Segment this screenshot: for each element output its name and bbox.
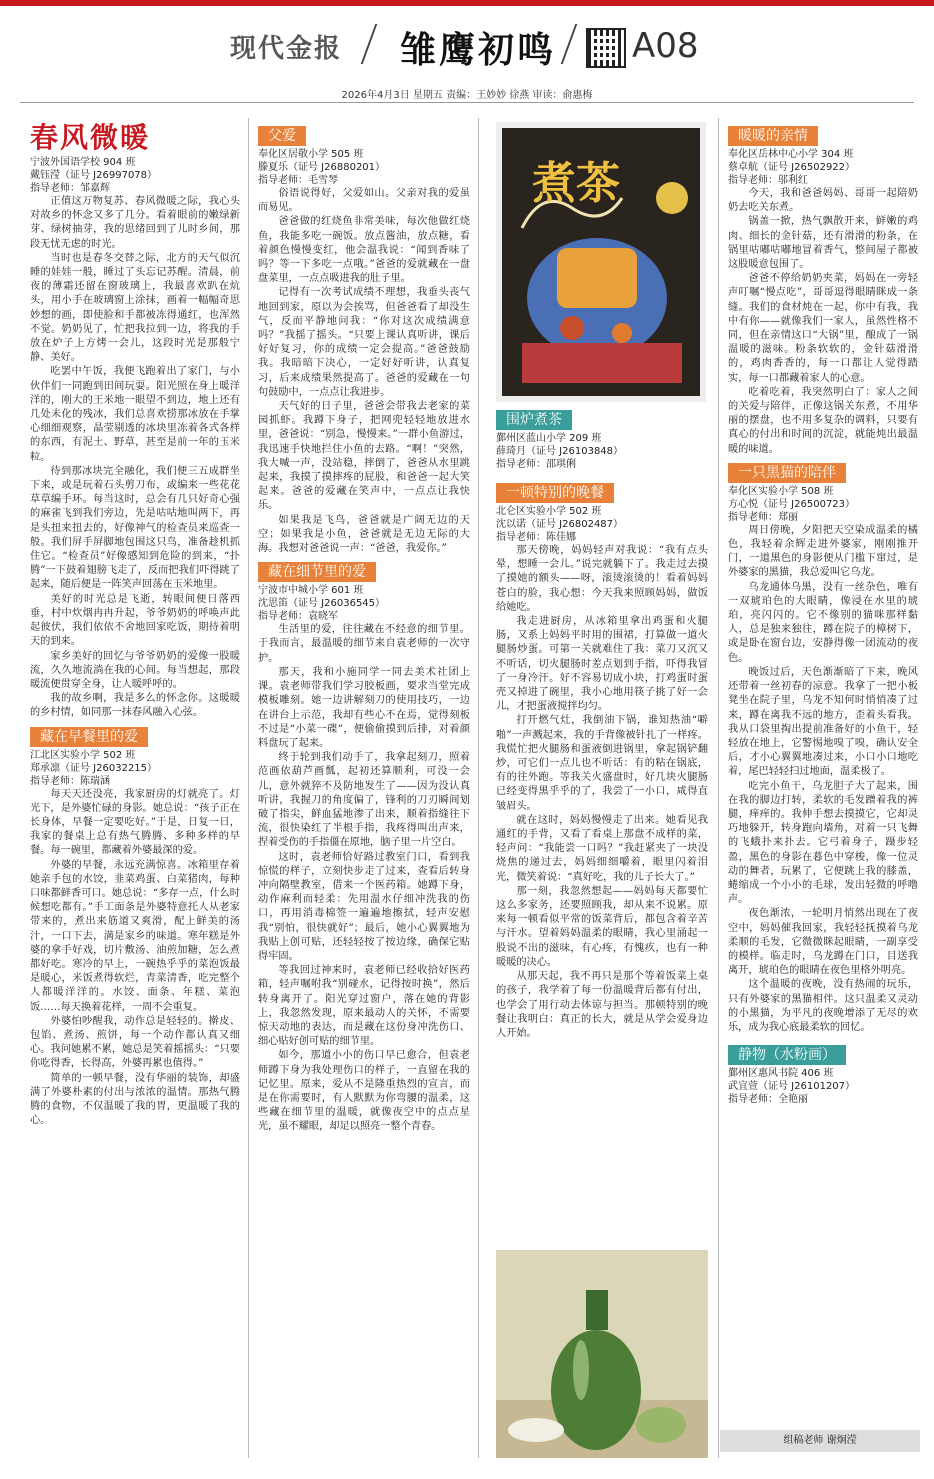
author: 蔡卓航（证号 J26502922） — [728, 162, 856, 173]
paragraph: 待到那冰块完全融化，我们便三五成群坐下来，或是玩着石头剪刀布，或编来一些花花草草编手环。每当这时，总会有几只好奇心强的麻雀飞到我们旁边，先是咕咕地叫两下，再是头扭来扭去的，好像神气的检查员来巡查一般。我们屏手屏脚地包围这只鸟，准备趁机抓住它。“检查员”好像感知到危险的到来，“扑腾”一下鼓着翅膀飞走了，反而把我们吓得跳了起来，随后便是一阵笑声回荡在玉米地里。 — [30, 465, 240, 591]
article-body — [30, 195, 240, 721]
newspaper-brand: 现代金报 — [230, 34, 343, 64]
paragraph: 这个温暖的夜晚，没有热闹的玩乐，只有外婆家的黑猫相伴。这只温柔又灵动的小黑猫，为平凡的夜晚增添了无尽的欢乐，成为我心底最柔软的回忆。 — [728, 979, 918, 1033]
qr-code-icon[interactable] — [586, 28, 626, 68]
paragraph: 当时也是春冬交替之际，北方的天气似沉睡的娃娃一般，睡过了头忘记苏醒。清晨，前夜的薄霜还留在窗玻璃上，我最喜欢趴在炕头，用小手在玻璃窗上涂抹，画着一幅幅奇思妙想的画，即使脸和手都被冻得通红，也浑然不觉。奶奶见了，忙把我拉到一边，将我的手放在炉子上方烤一会儿，这段时光是那般宁静、美好。 — [30, 252, 240, 364]
paragraph: 晚饭过后，天色渐渐暗了下来，晚风还带着一丝初春的凉意。我拿了一把小板凳坐在院子里，乌龙不知何时悄悄凑了过来，蹲在离我不远的地方，歪着头看我。我从口袋里掏出提前准备好的小鱼干，轻轻放在地上，它警惕地嗅了嗅，确认安全后，才小心翼翼地凑过来，小口小口地吃着，尾巴轻轻扫过地面，温柔极了。 — [728, 666, 918, 778]
painting-tea — [496, 122, 706, 402]
paragraph: 简单的一顿早餐，没有华丽的装饰，却盛满了外婆朴素的付出与浓浓的温情。那热气腾腾的食物，不仅温暖了我的胃，更温暖了我的心。 — [30, 1072, 240, 1127]
paragraph: 如今，那道小小的伤口早已愈合，但袁老师蹲下身为我处理伤口的样子，一直留在我的记忆里。原来，爱从不是隆重热烈的宣言，而是在你需要时，有人默默为你弯腰的温柔，这些藏在细节里的温暖，就像夜空中的点点星光，虽不耀眼，却足以照亮一整个青春。 — [258, 1050, 470, 1133]
article-tag: 一顿特别的晚餐 — [496, 483, 614, 503]
paragraph: 终于轮到我们动手了，我拿起刻刀，照着范画依葫芦画瓢，起初还算顺利，可没一会儿，意外就猝不及防地发生了——因为没认真听讲，我握刀的角度偏了，锋利的刀刃瞬间划破了指尖，鲜血猛地渗了出来，顺着指缝往下流，很快染红了半根手指，我疼得叫出声来，捏着受伤的手指僵在原地，脑子里一片空白。 — [258, 752, 470, 849]
paragraph: 周日傍晚，夕阳把天空染成温柔的橘色，我轻着余辉走进外婆家，刚刚推开门，一道黑色的身影便从门槛下窜过，是外婆家的黑猫，我总爱叫它乌龙。 — [728, 524, 918, 579]
author: 郑承凛（证号 J26032215） — [30, 762, 158, 774]
art-tag: 静物（水粉画） — [728, 1045, 846, 1065]
teacher: 指导老师：全艳丽 — [728, 1094, 808, 1106]
teacher: 指导老师：郑丽 — [728, 511, 798, 523]
column-divider — [248, 118, 249, 1458]
article-body — [258, 623, 470, 1134]
paragraph: 那天傍晚，妈妈轻声对我说：“我有点头晕，想睡一会儿。”说完就躺下了。我走过去摸了摸她的额头——呀，滚烫滚烫的！看着妈妈苍白的脸，我心想：今天我来照顾妈妈，做饭给她吃。 — [496, 545, 708, 613]
paragraph: 吃完小鱼干，乌龙胆子大了起来，围在我的脚边打转，柔软的毛发蹭着我的裤腿，痒痒的。我伸手想去摸摸它，它却灵巧地躲开，转身跑向墙角，对着一只飞舞的飞蛾扑来扑去。它弓着身子，蹑步轻盈，黑色的身影在暮色中穿梭，像一位灵动的舞者，玩累了，它便跳上我的膝盖，蜷缩成一个小小的毛球，发出轻微的呼噜声。 — [728, 780, 918, 906]
dateline: 2026年4月3日 星期五 责编：王妙妙 徐燕 审读：俞惠梅 — [341, 90, 593, 101]
school: 宁波外国语学校 904 班 — [30, 157, 136, 168]
article-body — [258, 187, 470, 556]
article-tag: 藏在细节里的爱 — [258, 562, 376, 582]
paragraph: 打开燃气灶，我倒油下锅，谁知热油“噼啪”一声溅起来，我的手背像被针扎了一样疼。我慌忙把火腿肠和蛋液倒进锅里，拿起锅铲翻炒，可它们一点儿也不听话：有的粘在锅底，有的往外跑。等我关火盛盘时，好几块火腿肠已经变得黑乎乎的了，我尝了一小口，咸得直皱眉头。 — [496, 715, 708, 812]
school: 奉化区岳林中心小学 304 班 — [728, 149, 854, 160]
school: 奉化区居敬小学 505 班 — [258, 149, 364, 160]
painting-title: 煮茶 — [532, 158, 620, 209]
column-4 — [728, 120, 918, 1420]
teacher: 指导老师：邹嘉辉 — [30, 183, 110, 194]
paragraph: 俗语说得好，父爱如山。父亲对我的爱虽而易见。 — [258, 188, 470, 214]
paragraph: 美好的时光总是飞逝，转眼间便日落西垂，村中炊烟冉冉升起，爷爷奶奶的呼唤声此起彼伏，我们依依不舍地回家吃饭，期待着明天的到来。 — [30, 593, 240, 648]
teacher: 指导老师：陈瑞涵 — [30, 775, 110, 787]
article-tag: 藏在早餐里的爱 — [30, 727, 148, 747]
teacher: 指导老师：邵琪俐 — [496, 459, 576, 470]
paragraph: 那一刻，我忽然想起——妈妈每天都要忙这么多家务，还要照顾我，却从来不说累。原来每一顿看似平常的饭菜背后，都包含着辛苦与汗水。望着妈妈温柔的眼睛，我心里涌起一股说不出的滋味，有心疼，有愧疚，也有一种暖暖的决心。 — [496, 885, 708, 968]
paragraph: 爸爸不停给奶奶夹菜，妈妈在一旁轻声叮嘱“慢点吃”，哥哥逗得眼睛眯成一条缝。我们的食材炖在一起，你中有我，我中有你——就像我们一家人，虽然性格不同，但在亲情这口“大锅”里，酿成了一锅温暖的滋味。粉条软软的，金针菇滑滑的，鸡肉香香的，每一口都让人觉得踏实，每一口都藏着家人的心意。 — [728, 273, 918, 384]
paragraph: 就在这时，妈妈慢慢走了出来。她看见我通红的手背，又看了看桌上那盘不成样的菜，轻声问：“我能尝一口吗？”我赶紧夹了一块没烧焦的递过去，妈妈细细嚼着，眼里闪着泪光，微笑着说：“真好吃，我的儿子长大了。” — [496, 814, 708, 883]
still-life-illustration — [496, 1250, 708, 1458]
paragraph: 乌龙通体乌黑，没有一丝杂色，唯有一双琥珀色的大眼睛，像浸在水里的琥珀，亮闪闪的。它不像别的猫咪那样黏人，总是独来独往，蹲在院子的樟树下，或是卧在窗台边，安静得像一团流动的夜色。 — [728, 581, 918, 664]
column-1 — [30, 120, 240, 1460]
article-title: 春风微暖 — [30, 121, 151, 154]
paragraph: 如果我是飞鸟，爸爸就是广阔无边的天空；如果我是小鱼，爸爸就是无边无际的大海。我想对爸爸说一声：“爸爸，我爱你。” — [258, 514, 470, 555]
article-tag: 父爱 — [258, 126, 306, 146]
school: 奉化区实验小学 508 班 — [728, 485, 834, 497]
paragraph: 天气好的日子里，爸爸会带我去老家的菜园抓虾。我蹲下身子，把网兜轻轻地放进水里，爸爸说：“别急，慢慢来。”一群小鱼游过，我迅速手快地拦住小鱼的去路。“啊！”突然，我大喊一声，没站稳，摔倒了，爸爸从水里跳起来，我摸了摸摔疼的屁股，和爸爸一起大笑起来。爸爸的爱藏在笑声中，一点点让我快乐。 — [258, 401, 470, 512]
art-tag: 围炉煮茶 — [496, 410, 572, 430]
divider-slash — [561, 24, 578, 64]
footer-credit: 组稿老师 谢炯滢 — [720, 1430, 920, 1452]
painting-still-life — [496, 1250, 708, 1458]
author: 方心悦（证号 J26500723） — [728, 498, 856, 510]
tea-painting-illustration — [502, 128, 700, 396]
article-body — [496, 544, 708, 1041]
author: 滕夏乐（证号 J26880201） — [258, 162, 386, 173]
paragraph: 锅盖一掀，热气飘散开来，鲜嫩的鸡肉、细长的金针菇，还有滑滑的粉条，在锅里咕嘟咕嘟地冒着香气，整间屋子都被这股暖意包围了。 — [728, 216, 918, 271]
article-body — [728, 187, 918, 457]
author: 沈思笛（证号 J26036545） — [258, 598, 386, 610]
paragraph: 吃罢中午饭，我便飞跑着出了家门，与小伙伴们一同跑到田间玩耍。阳光照在身上暖洋洋的，刚大的王米地一眼望不到边，地上还有几处未化的残冰，我们总喜欢捞那冰放在手掌心细细观察，晶莹剔透的冰块里冻着各式各样的东西，有泥土、野草，甚至是前一年的玉米粒。 — [30, 366, 240, 463]
paragraph: 外婆怕吵醒我，动作总是轻轻的。擀皮、包馅、煮汤、煎饼，每一个动作都认真又细心。我问她累不累，她总是笑着摇摇头：“只要你吃得香，长得高，外婆再累也值得。” — [30, 1015, 240, 1070]
column-divider — [718, 118, 719, 1458]
masthead — [0, 6, 934, 80]
author: 沈以诺（证号 J26802487） — [496, 519, 624, 530]
paragraph: 我的故乡啊，我是多么的怀念你。这暖暖的乡村情，如同那一抹春风融入心弦。 — [30, 693, 240, 719]
school: 宁波市中城小学 601 班 — [258, 585, 364, 597]
school: 江北区实验小学 502 班 — [30, 749, 136, 761]
paragraph: 等我回过神来时，袁老师已经收拾好医药箱，轻声嘱咐我“别碰水，记得按时换”，然后转身离开了。阳光穿过窗户，落在她的背影上，我忽然发现，原来最动人的关怀，不需要惊天动地的表达，而是藏在这份身冲洗伤口、细心贴好创可贴的细节里。 — [258, 965, 470, 1048]
page-number: A08 — [632, 26, 699, 66]
article-body — [728, 524, 918, 1035]
paragraph: 那天，我和小施同学一同去美术社团上课。袁老师带我们学习胶板画，要求当堂完成模板雕刻。她一边讲解刻刀的使用技巧，一边在讲台上示范，我却有些心不在焉，觉得刻板不过是“小菜一碟”，便偷偷摸到后排，对着颜料盘玩了起来。 — [258, 666, 470, 749]
author: 薛琦月（证号 J26103848） — [496, 446, 624, 457]
school: 北仑区实验小学 502 班 — [496, 506, 602, 517]
article-tag: 暖暖的亲情 — [728, 126, 818, 146]
school: 鄞州区蓝山小学 209 班 — [496, 433, 602, 444]
author: 武宜萱（证号 J26101207） — [728, 1081, 856, 1093]
paragraph: 外婆的早餐，永远充满惊喜。冰箱里存着她亲手包的水饺，韭菜鸡蛋、白菜猪肉，每种口味都鲜香可口。她总说：“多存一点，什么时候想吃都有。”手工面条是外婆特意托人从老家带来的，煮出来筋道又爽滑，配上鲜美的汤汁，一口下去，满是家乡的味道。寒年糕是外婆的拿手好戏，切片敷汤、油煎加糖，怎么煮都好吃。寒冷的早上，一碗热乎乎的菜泡饭最是暖心，米饭煮得软烂，青菜清香，吃完整个人都暖洋洋的。水饺、面条、年糕、菜泡饭……每天换着花样，一周不会重复。 — [30, 859, 240, 1013]
author: 戴钰滢（证号 J26997078） — [30, 170, 158, 181]
column-divider — [478, 118, 479, 1458]
article-tag: 一只黑猫的陪伴 — [728, 463, 846, 483]
article-body — [30, 788, 240, 1129]
paragraph: 正值这万物复苏、春风微暖之际，我心头对故乡的怀念又多了几分。看着眼前的嫩绿新芽、绿树抽芽，我的思绪回到了儿时乡间，那段无忧无虑的时光。 — [30, 196, 240, 250]
paragraph: 今天，我和爸爸妈妈、哥哥一起陪奶奶去吃关东煮。 — [728, 188, 918, 214]
section-title: 雏鹰初鸣 — [400, 29, 557, 71]
paragraph: 爸爸做的红烧鱼非常美味，每次他做红烧鱼，我能多吃一碗饭。放点酱油，放点糖，看着颜色慢慢变红，他会温我说：“闻到香味了吗？等一下多吃一点哦。”爸爸的爱就藏在一盘盘菜里，一点点吸进我的肚子里。 — [258, 216, 470, 285]
school: 鄞州区惠风书院 406 班 — [728, 1068, 834, 1080]
teacher: 指导老师：陈佳娜 — [496, 532, 576, 543]
teacher: 指导老师：邬利红 — [728, 175, 808, 186]
column-2 — [258, 120, 470, 1460]
paragraph: 吃着吃着，我突然明白了：家人之间的关爱与陪伴，正像这锅关东煮，不用华丽的摆盘，也不用多复杂的调料，只要有真心的付出和时间的沉淀，就能炖出最温暖的味道。 — [728, 386, 918, 455]
teacher: 指导老师：毛雪琴 — [258, 175, 338, 186]
paragraph: 家乡美好的回忆与爷爷奶奶的爱像一股暖流，久久地流淌在我的心间。每当想起，那段暖流便贯穿全身，让人暖呼呼的。 — [30, 650, 240, 690]
paragraph: 夜色渐浓，一轮明月悄然出现在了夜空中，妈妈催我回家，我轻轻抚摸着乌龙柔顺的毛发，它微微眯起眼睛，一副享受的模样。临走时，乌龙蹲在门口，目送我离开，琥珀色的眼睛在夜色里格外明亮。 — [728, 908, 918, 977]
teacher: 指导老师：袁晓军 — [258, 611, 338, 623]
paragraph: 从那天起，我不再只是那个等着饭菜上桌的孩子，我学着了每一份温暖背后都有付出，也学会了用行动去体谅与担当。那顿特别的晚餐让我明白：真正的长大，就是从学会爱身边人开始。 — [496, 971, 708, 1039]
divider-slash — [361, 24, 378, 64]
header-rule — [20, 102, 914, 103]
paragraph: 记得有一次考试成绩不理想，我垂头丧气地回到家，原以为会挨骂，但爸爸看了却没生气，反而平静地问我：“你对这次成绩满意吗？”我摇了摇头。“只要上课认真听讲，课后好好复习，你的成绩一定会提高。”爸爸鼓励我。我暗暗下决心，一定好好听讲，认真复习，后来成绩果然提高了。爸爸的爱藏在一句句鼓励中，一点点让我进步。 — [258, 287, 470, 398]
paragraph: 这时，袁老师恰好路过教室门口，看到我惊慌的样子，立刻快步走了过来，查看后转身冲向隔壁教室，借来一个医药箱。她蹲下身，动作麻利而轻柔：先用温水仔细冲洗我的伤口，再用消毒棉签一遍遍地擦拭，轻声安慰我“别怕，很快就好”；最后，她小心翼翼地为我贴上创可贴，还轻轻按了按边缘，确保它贴得牢固。 — [258, 851, 470, 962]
paragraph: 生活里的爱，往往藏在不经意的细节里。于我而言，最温暖的细节来自袁老师的一次守护。 — [258, 624, 470, 664]
paragraph: 我走进厨房，从冰箱里拿出鸡蛋和火腿肠，又系上妈妈平时用的围裙，打算做一道火腿肠炒蛋。可第一关就难住了我：菜刀又沉又不听话，切火腿肠时差点划到手指，吓得我冒了一身冷汗。好不容易切成小块，打鸡蛋时蛋壳又掉进了碗里，我小心地用筷子挑了好一会儿，才把蛋液搅拌均匀。 — [496, 616, 708, 713]
paragraph: 每天天还没亮，我家厨房的灯就亮了。灯光下，是外婆忙碌的身影。她总说：“孩子正在长身体，早餐一定要吃好。”于是，日复一日，我家的餐桌上总有热气腾腾、多种多样的早餐。每一碗里，都藏着外婆最深的爱。 — [30, 788, 240, 857]
